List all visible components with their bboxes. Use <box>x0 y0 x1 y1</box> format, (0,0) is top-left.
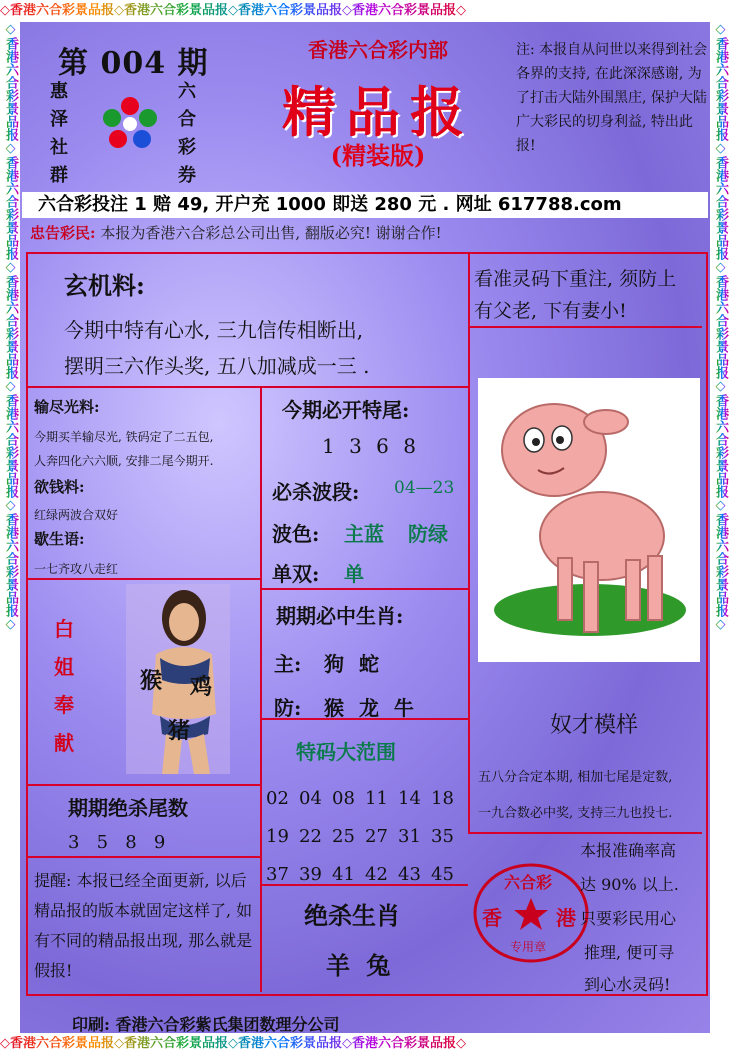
tips-line-3: 红绿两波合双好 <box>34 508 119 522</box>
notice-text: 注: 本报自从问世以来得到社会各界的支持, 在此深深感谢, 为了打击大陆外围黑庄, 保护大陆广大彩民的切身利益, 特出此报! <box>516 42 708 154</box>
range-number: 14 <box>398 788 421 809</box>
range-number: 25 <box>332 826 355 847</box>
tips-line-4: 一七齐攻八走红 <box>34 562 119 576</box>
slogan-right-col: 六合彩券 <box>178 81 196 186</box>
kill-zodiac-value: 羊 兔 <box>326 951 391 980</box>
zodiac-guard: 猴 龙 牛 <box>324 696 414 720</box>
photo-overlay-1: 猴 <box>140 669 163 694</box>
range-title: 特码大范围 <box>296 740 396 764</box>
stamp-bottom-text: 专用章 <box>510 940 547 954</box>
zodiac-title: 期期必中生肖: <box>276 604 404 628</box>
tail-numbers: 1 3 6 8 <box>322 434 416 458</box>
top-border-banner: ◇香港六合彩景品报◇香港六合彩景品报◇香港六合彩景品报◇香港六合彩景品报◇ <box>0 0 730 22</box>
accuracy-line-1: 本报准确率高 <box>580 841 677 860</box>
divider <box>260 388 262 992</box>
divider <box>468 254 470 834</box>
zodiac-main-label: 主: <box>274 652 302 676</box>
divider <box>262 588 468 590</box>
paper-publisher: 香港六合彩内部 <box>308 38 448 62</box>
range-number: 27 <box>365 826 388 847</box>
printer-line: 印刷: 香港六合彩紫氏集团数理分公司 <box>72 1015 340 1034</box>
lamb-cartoon-icon <box>478 378 700 662</box>
odd-even-value: 单 <box>344 562 364 586</box>
odd-even-label: 单双: <box>272 562 320 586</box>
range-number: 31 <box>398 826 421 847</box>
page-subtitle: (精装版) <box>330 141 426 170</box>
top-right-line-1: 看准灵码下重注, 须防上 <box>474 268 677 290</box>
divider <box>28 784 260 786</box>
tail-title: 今期必开特尾: <box>282 398 410 422</box>
range-number: 08 <box>332 788 355 809</box>
range-number: 41 <box>332 864 355 885</box>
issue-number: 第 004 期 <box>58 46 209 81</box>
page-title: 精品报 <box>282 80 474 144</box>
divider <box>470 326 702 328</box>
right-border-banner: ◇香港六合彩景品报◇香港六合彩景品报◇香港六合彩景品报◇香港六合彩景品报◇香港六合彩景品报◇ <box>710 22 730 1033</box>
color-label: 波色: <box>272 522 320 546</box>
xuanji-line-1: 今期中特有心水, 三九信传相断出, <box>64 318 364 342</box>
range-number: 43 <box>398 864 421 885</box>
range-number: 45 <box>431 864 454 885</box>
kill-wave-value: 04—23 <box>394 478 455 498</box>
accuracy-line-4: 推理, 便可寻 <box>584 943 675 962</box>
xuanji-title: 玄机料: <box>64 271 145 300</box>
top-right-line-2: 有父老, 下有妻小! <box>474 300 627 322</box>
range-numbers <box>266 780 466 894</box>
photo-overlay-2: 鸡 <box>190 675 213 700</box>
accuracy-line-2: 达 90% 以上. <box>580 875 679 894</box>
slogan-left-col: 惠泽社群 <box>50 81 68 186</box>
range-number: 35 <box>431 826 454 847</box>
range-number: 37 <box>266 864 289 885</box>
range-number: 04 <box>299 788 322 809</box>
right-verse-1: 五八分合定本期, 相加七尾是定数, <box>478 770 673 785</box>
lottery-logo-icon <box>98 92 162 156</box>
tips-line-1: 今期买羊输尽光, 铁码定了二五包, <box>34 430 214 444</box>
color-main: 主蓝 <box>344 522 384 546</box>
right-verse-2: 一九合数必中奖, 支持三九也投七. <box>478 806 673 821</box>
divider <box>28 856 260 858</box>
tribute-vertical-text: 白姐奉献 <box>54 617 74 755</box>
accuracy-line-3: 只要彩民用心 <box>580 909 677 928</box>
stamp-top-text: 六合彩 <box>504 873 553 892</box>
kill-zodiac-title: 绝杀生肖 <box>304 901 400 930</box>
photo-overlay-3: 猪 <box>168 719 191 744</box>
stamp-right-text: 港 <box>556 906 576 930</box>
divider <box>28 386 468 388</box>
color-guard: 防绿 <box>408 522 448 546</box>
kill-tail-title: 期期绝杀尾数 <box>68 796 188 820</box>
tips-line-2: 人奔四化六六顺, 安排二尾今期开. <box>34 454 214 468</box>
range-row <box>266 780 466 818</box>
range-number: 22 <box>299 826 322 847</box>
image-caption: 奴才模样 <box>550 713 639 738</box>
range-number: 42 <box>365 864 388 885</box>
range-number: 39 <box>299 864 322 885</box>
kill-wave-label: 必杀波段: <box>272 480 360 504</box>
kill-tail-numbers: 3 5 8 9 <box>68 832 166 853</box>
accuracy-line-5: 到心水灵码! <box>584 975 671 994</box>
warning-text: 本报为香港六合彩总公司出售, 翻版必究! 谢谢合作! <box>100 224 442 242</box>
range-row <box>266 818 466 856</box>
zodiac-main: 狗 蛇 <box>324 652 379 676</box>
divider <box>470 832 702 834</box>
ad-bar: 六合彩投注 1 赔 49, 开户充 1000 即送 280 元 . 网址 617788.com <box>22 192 708 218</box>
range-number: 02 <box>266 788 289 809</box>
xuanji-line-2: 摆明三六作头奖, 五八加减成一三 . <box>64 354 370 378</box>
tips-title-1: 输尽光料: <box>34 398 100 416</box>
range-number: 19 <box>266 826 289 847</box>
warning-line <box>30 222 710 243</box>
range-row <box>266 856 466 894</box>
tips-title-3: 歇生语: <box>34 530 85 548</box>
warning-label: 忠告彩民: <box>30 224 96 242</box>
divider <box>28 578 260 580</box>
stamp-left-text: 香 <box>482 906 502 930</box>
reminder-text: 提醒: 本报已经全面更新, 以后精品报的版本就固定这样了, 如有不同的精品报出现, 那么就是假报! <box>34 871 253 980</box>
bottom-border-banner: ◇香港六合彩景品报◇香港六合彩景品报◇香港六合彩景品报◇香港六合彩景品报◇ <box>0 1033 730 1055</box>
left-border-banner: ◇香港六合彩景品报◇香港六合彩景品报◇香港六合彩景品报◇香港六合彩景品报◇香港六合彩景品报◇ <box>0 22 20 1033</box>
zodiac-guard-label: 防: <box>274 696 302 720</box>
tips-title-2: 欲钱料: <box>34 478 85 496</box>
range-number: 11 <box>365 788 388 809</box>
range-number: 18 <box>431 788 454 809</box>
